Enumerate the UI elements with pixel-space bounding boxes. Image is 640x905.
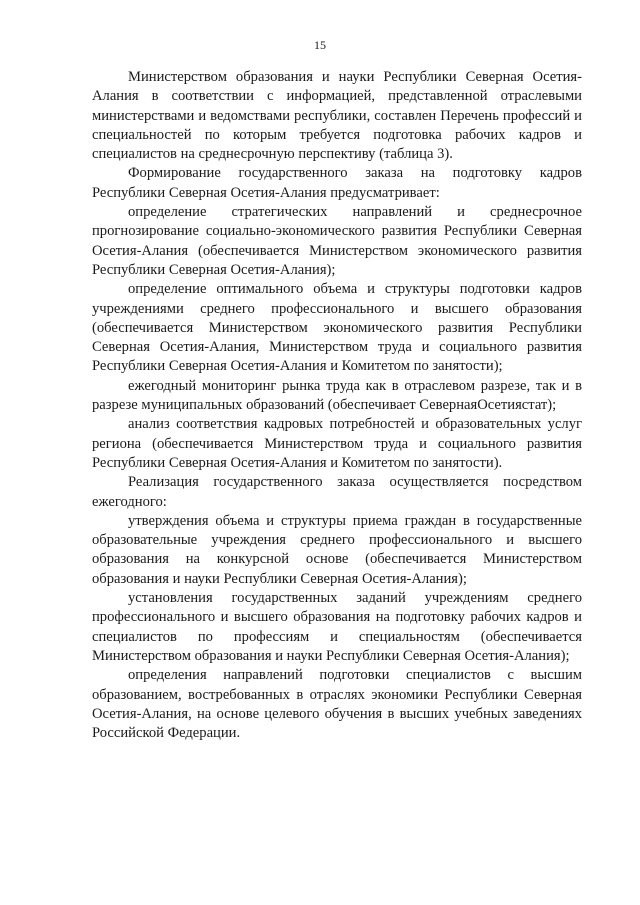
paragraph-9: установления государственных заданий учреждениям среднего профессионального и высшего образования на подготовку рабочих кадров и специалистов по профессиям и специальностям (обеспечивается Министерством образования и науки Республики Северная Осетия-Алания); (92, 590, 582, 664)
paragraph-8: утверждения объема и структуры приема граждан в государственные образовательные учреждения среднего профессионального и высшего образования на конкурсной основе (обеспечивается Министерством образования и науки Республики Северная Осетия-Алания); (92, 512, 582, 587)
paragraph-6: анализ соответствия кадровых потребностей и образовательных услуг региона (обеспечивается Министерством труда и социального развития Республики Северная Осетия-Алания и Комитетом по занятости). (92, 416, 582, 471)
paragraph-2: Формирование государственного заказа на подготовку кадров Республики Северная Осетия-Алания предусматривает: (92, 165, 582, 201)
document-body (92, 68, 582, 743)
paragraph-3: определение стратегических направлений и среднесрочное прогнозирование социально-экономического развития Республики Северная Осетия-Алания (обеспечивается Министерством экономического развития Республики Северная Осетия-Алания); (92, 204, 582, 278)
paragraph-10: определения направлений подготовки специалистов с высшим образованием, востребованных в отраслях экономики Республики Северная Осетия-Алания, на основе целевого обучения в высших учебных заведениях Российской Федерации. (92, 667, 582, 742)
paragraph-7: Реализация государственного заказа осуществляется посредством ежегодного: (92, 474, 582, 510)
page-number: 15 (314, 38, 326, 52)
paragraph-1: Министерством образования и науки Республики Северная Осетия-Алания в соответствии с информацией, представленной отраслевыми министерствами и ведомствами республики, составлен Перечень профессий и специальностей по которым требуется подготовка рабочих кадров и специалистов на среднесрочную перспективу (таблица 3). (92, 69, 582, 163)
paragraph-5: ежегодный мониторинг рынка труда как в отраслевом разрезе, так и в разрезе муниципальных образований (обеспечивает СевернаяОсетиястат); (92, 377, 582, 414)
paragraph-4: определение оптимального объема и структуры подготовки кадров учреждениями среднего профессионального и высшего образования (обеспечивается Министерством экономического развития Республики Северная Осетия-Алания, Министерством труда и социального развития Республики Северная Осетия-Алания и Комитетом по занятости); (92, 281, 582, 375)
